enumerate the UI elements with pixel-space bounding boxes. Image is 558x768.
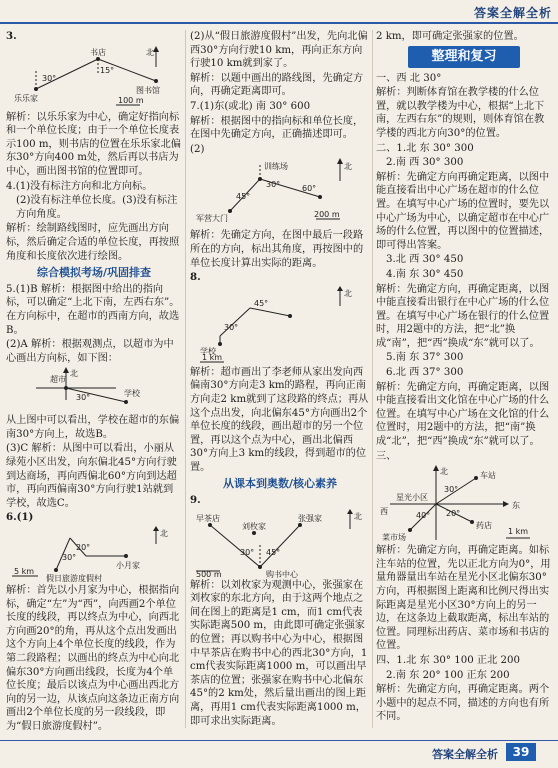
q8-diagram <box>190 286 370 366</box>
review-q4-text: 解析：先确定方向，再确定距离，以图中能直接看出银行在中心广场的什么位置。在填写中心广场在银行的什么位置时，用2题中的方法，把“北”换成“南”，把“西”换成“东”就可以了。 <box>376 283 550 349</box>
q9-diagram <box>190 509 370 579</box>
q6-part2: (2)从“假日旅游度假村”出发，先向北偏西30°方向行驶10 km，再向正东方向行驶10 km就到家了。 <box>190 31 368 70</box>
review-q2-2-text: 解析：先确定方向再确定距离，以图中能直接看出中心广场在超市的什么位置。在填写中心广场的位置时，要先以中心广场为中心，以确定超市在中心广场的什么位置，再以图中的位置描述，即可得出答案。 <box>376 171 550 251</box>
review-q-three: 三、 <box>376 450 397 462</box>
footer-text: 答案全解全析 <box>432 748 498 761</box>
q6-home-label: 小月家 <box>116 561 140 571</box>
q3-head: 3. <box>6 30 17 42</box>
q7-school-label: 军营大门 <box>196 214 228 224</box>
q4-text: 解析：绘制路线图时，应先画出方向标，然后确定合适的单位长度，再按照角度和长度依次进行绘图。 <box>6 223 180 262</box>
review-q3-angle2: 20° <box>446 509 461 519</box>
column-divider-1 <box>185 30 186 728</box>
review-q3-angle3: 40° <box>416 511 431 521</box>
col3-top-line: 2 km，即可确定张强家的位置。 <box>376 31 524 42</box>
header-line <box>0 22 558 24</box>
review-q6: 6.北 西 37° 300 <box>386 367 464 379</box>
q5-part3: (3)C 解析：从图中可以看出，小丽从绿苑小区出发，向东偏北45°方向行驶到达商场，再向西偏北60°方向到达超市，再向西偏南30°方向行驶1站就到学校，故选C。 <box>6 443 177 509</box>
q9-shop1-label: 早茶店 <box>196 513 220 523</box>
q5-part1: 5.(1)B 解析：根据图中给出的指向标，可以确定“上北下南，左西右东”。在方向标中，在超市的西南方向，故选B。 <box>6 283 180 336</box>
q3-angle-label: 15° <box>100 65 115 75</box>
q8-head: 8. <box>190 271 201 284</box>
review-q-four-1: 四、1.北 东 30° 100 正北 200 <box>376 654 520 666</box>
q5-part2-text: 从上图中可以看出，学校在超市的东偏南30°方向上，故选B。 <box>6 415 180 440</box>
q7-answer: 7.(1)东(或北) 南 30° 600 <box>190 100 311 112</box>
q9-home1-label: 刘枚家 <box>242 521 266 531</box>
review-q4: 4.南 东 30° 450 <box>386 268 464 280</box>
q6-text: 解析：首先以小月家为中心，根据指向标，确定“左”为“西”，向西画2个单位长度的线段，再以终点为中心，向西北方向画20°的角，再从这个点出发画出这个方向上4个单位长度的线段，作为第二段路程；以画出的终点为中心向北偏东30°方向画出线段，长度为4个单位长度；最后以该点为中心画出西北方向的另一边，从该点向这条边正南方向画出2个单位长度的另一段线段，即为“假日旅游度假村”。 <box>6 585 180 732</box>
page-number: 39 <box>506 743 536 761</box>
q8-angle1-label: 45° <box>254 298 269 308</box>
q7-angle3-label: 60° <box>302 184 317 194</box>
review-q3-diagram <box>376 464 552 544</box>
review-q1: 一、西 北 30° <box>376 72 442 84</box>
q6-angle1-label: 20° <box>76 543 91 553</box>
q5-diagram <box>6 366 182 414</box>
q3-north-label: 北 <box>146 47 154 57</box>
review-q3-hotel: 星光小区 <box>396 493 428 503</box>
q3-home-label: 乐乐家 <box>14 93 38 103</box>
q9-scale-label: 500 m <box>196 569 222 579</box>
q8-scale-label: 1 km <box>202 352 223 362</box>
review-q2-2: 2.南 西 30° 300 <box>386 157 464 169</box>
q8-angle2-label: 30° <box>224 322 239 332</box>
q6-village-label: 假日旅游度假村 <box>46 574 102 584</box>
q3-angle2-label: 30° <box>42 73 57 83</box>
section-title-1: 综合模拟考场/巩固排查 <box>36 266 152 280</box>
review-q-four-2: 2.南 东 20° 100 正东 200 <box>386 669 510 681</box>
q6-diagram <box>6 526 182 584</box>
q3-text: 解析：以乐乐家为中心，确定好指向标和一个单位长度；由于一个单位长度表示100 m，则书店的位置在乐乐家北偏东30°方向400 m处，然后再以书店为中心，画出图书馆的位置即可。 <box>6 111 181 177</box>
q6-part2-text: 解析：以题中画出的路线图，先确定方向，再确定距离即可。 <box>190 72 364 98</box>
q5-part2: (2)A 解析：根据观测点，以超市为中心画出方向标，如下图： <box>6 339 174 364</box>
review-q3-angle1: 30° <box>444 485 459 495</box>
footer <box>0 738 558 768</box>
q5-north-label: 北 <box>70 369 78 379</box>
q9-home2-label: 张强家 <box>298 513 322 523</box>
q4-line2: (2)没有标注单位长度。(3)没有标注方向角度。 <box>16 195 178 220</box>
review-q3-station: 车站 <box>480 471 496 481</box>
review-q1-text: 解析：判断体育馆在教学楼的什么位置，就以教学楼为中心，根据“上北下南，左西右东”的规则，则体育馆在教学楼的西北方向30°的位置。 <box>376 87 545 139</box>
review-q6-text: 解析：先确定方向，再确定距离，以图中能直接看出文化馆在中心广场的什么位置。在填写中心广场在文化馆的什么位置时，用2题中的方法，把“南”换成“北”，把“西”换成“东”就可以了。 <box>376 381 550 448</box>
footer-line <box>0 740 558 741</box>
review-banner: 整理和复习 <box>408 46 520 68</box>
header-tag: 答案全解全析 <box>473 6 552 20</box>
q3-scale-label: 100 m <box>118 95 144 105</box>
q6-angle2-label: 30° <box>62 553 77 563</box>
review-q2-1: 二、1.北 东 30° 300 <box>376 142 474 154</box>
q7-training-label: 训练场 <box>264 162 288 172</box>
q7-part2: (2) <box>190 143 205 155</box>
q6-scale-label: 5 km <box>14 567 35 577</box>
q7-angle2-label: 45° <box>236 192 251 202</box>
column-3 <box>376 30 552 725</box>
q9-head: 9. <box>190 494 201 507</box>
q7-angle1-label: 30° <box>266 180 281 190</box>
q5-market-label: 超市 <box>50 375 66 385</box>
review-q3-east: 东 <box>512 501 520 511</box>
q9-angle1-label: 30° <box>240 547 255 557</box>
review-q3-west: 西 <box>380 507 388 517</box>
q6-head: 6.(1) <box>6 511 34 524</box>
review-q3-shop: 菜市场 <box>382 533 406 543</box>
column-divider-2 <box>372 30 373 728</box>
q7-diagram <box>190 157 370 229</box>
review-q3-text: 解析：先确定方向，再确定距离。如标注车站的位置，先以正北方向为0°，用量角器量出车站在星光小区北偏东30°方向，再根据图上距离和比例尺得出实际距离是星光小区30°方向上的另一边，在这条边上截取距离，标出车站的位置。同理标出药店、菜市场和书店的位置。 <box>376 545 551 652</box>
q7-part2-text: 解析：先确定方向，在图中最后一段路所在的方向，标出其角度，再按图中的单位长度计算出实际的距离。 <box>190 230 364 269</box>
section-title-2: 从课本到奥数/核心素养 <box>222 477 338 491</box>
review-q5: 5.南 东 37° 300 <box>386 352 464 364</box>
header-bar <box>0 0 558 28</box>
q4-line1: 4.(1)没有标注方向和北方向标。 <box>6 180 153 192</box>
q7-part1-text: 解析：根据图中的指向标和单位长度，在图中先确定方向，正确描述即可。 <box>190 115 364 141</box>
q3-store-label: 书店 <box>90 47 106 57</box>
q9-center-label: 购书中心 <box>266 569 298 579</box>
q9-north-label: 北 <box>354 511 362 521</box>
q7-scale-label: 200 m <box>314 210 340 220</box>
q3-route-diagram <box>6 45 182 111</box>
column-2 <box>190 30 370 729</box>
review-q3-pharmacy: 药店 <box>476 521 492 531</box>
q9-text: 解析：以刘枚家为观测中心，张强家在刘枚家的东北方向，由于这两个地点之间在图上的距离是1 cm，而1 cm代表实际距离500 m，由此即可确定张强家的位置；再以购书中心为中心，根据图中早茶店在购书中心的西北30°方向，1 cm代表实际距离1000 m，可以画出早茶店的位置；张强家在购书中心北偏东45°的2 km处，然后量出画出的图上距离，再用1 cm代表实际距离1000 m，即可求出实际距离。 <box>190 579 368 727</box>
review-q3-scale: 1 km <box>508 527 529 537</box>
q6-north-label: 北 <box>160 529 168 539</box>
q8-school-label: 学校 <box>200 346 216 356</box>
review-q3: 3.北 西 30° 450 <box>386 254 464 266</box>
review-q-four-text: 解析：先确定方向，再确定距离。两个小题中的起点不同，描述的方向也有所不同。 <box>376 684 550 723</box>
q7-north-label: 北 <box>344 162 352 172</box>
q8-north-label: 北 <box>344 288 352 298</box>
q3-library-label: 图书馆 <box>136 85 160 95</box>
q9-angle2-label: 45° <box>266 547 281 557</box>
column-1 <box>6 30 182 735</box>
q5-school-label: 学校 <box>124 389 140 399</box>
q5-angle-label: 30° <box>76 393 91 403</box>
review-q3-north: 北 <box>440 467 448 477</box>
q8-text: 解析：超市画出了李老师从家出发向西偏南30°方向走3 km的路程，再向正南方向走2 km就到了这段路的终点；再从这个点出发，向北偏东45°方向画出2个单位长度的线段，画出超市的另一个位置，再以这个点为中心，画出北偏西30°方向上3 km的线段，得到超市的位置。 <box>190 366 369 473</box>
